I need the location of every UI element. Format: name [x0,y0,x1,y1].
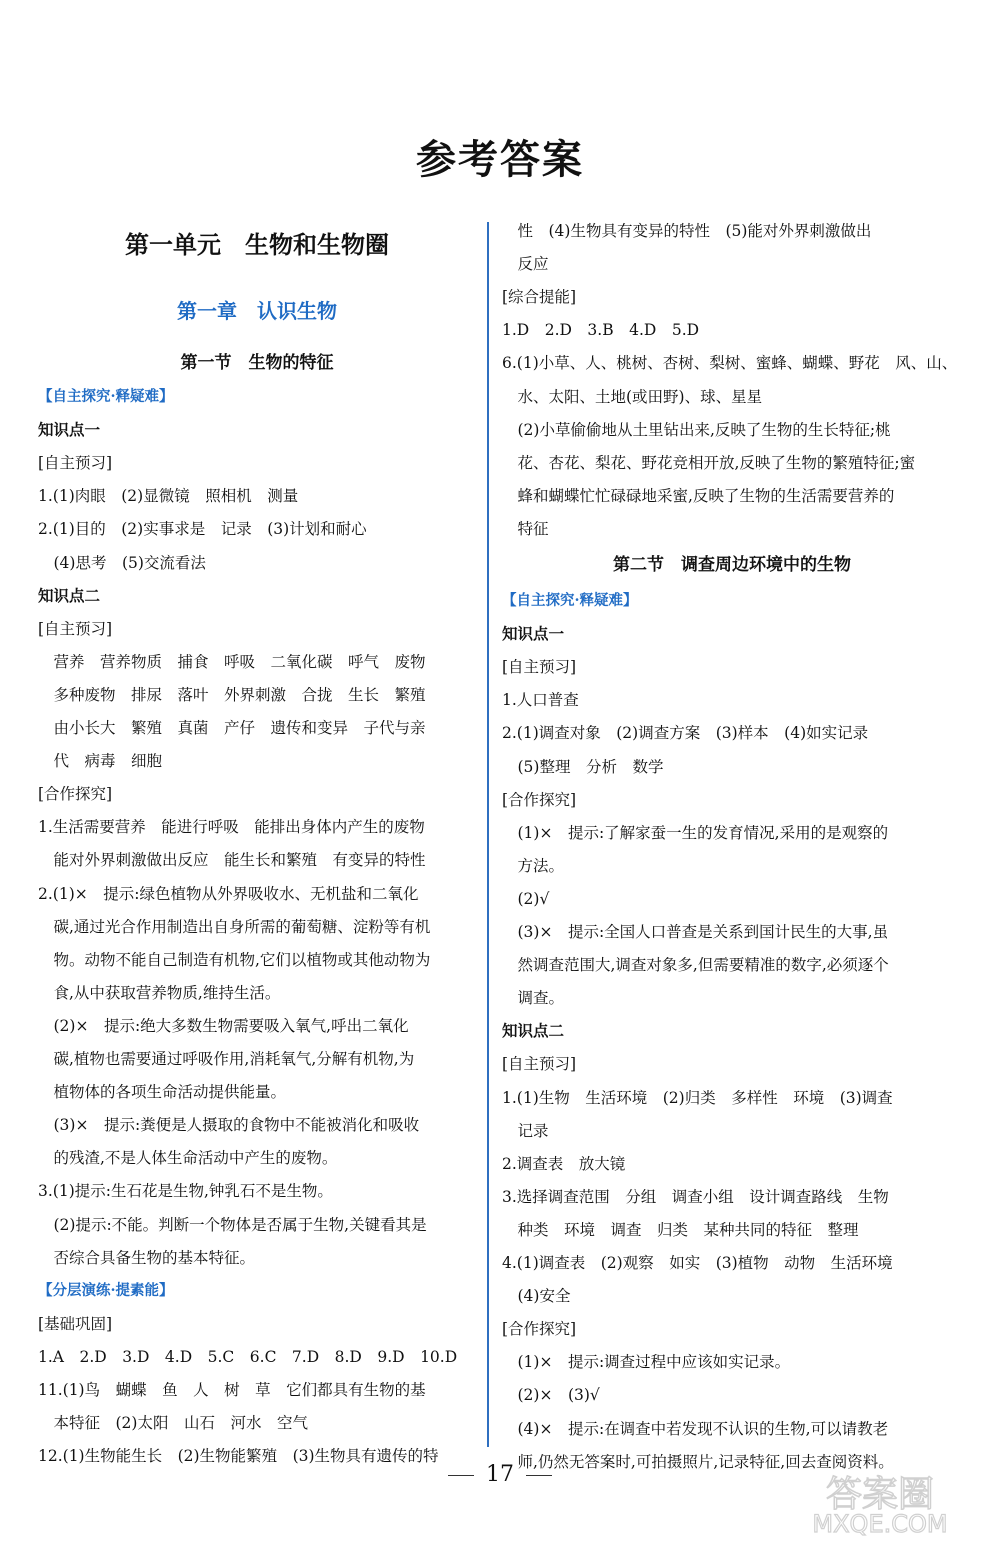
text-line: 否综合具备生物的基本特征。 [38,1248,256,1267]
svg-text:答案圈: 答案圈 [825,1474,935,1515]
text-line: 知识点二 [38,585,101,605]
section2-heading: 第二节 调查周边环境中的生物 [613,555,851,575]
text-line: 记录 [502,1121,549,1140]
text-line: 蜂和蝴蝶忙忙碌碌地采蜜,反映了生物的生活需要营养的 [502,486,895,505]
text-line: 调查。 [502,989,565,1008]
text-line: 本特征 (2)太阳 山石 河水 空气 [38,1414,308,1433]
text-line: 2.(1)目的 (2)实事求是 记录 (3)计划和耐心 [38,520,367,539]
text-line: 1.A 2.D 3.D 4.D 5.C 6.C 7.D 8.D 9.D 10.D [38,1347,458,1366]
text-line: 6.(1)小草、人、桃树、杏树、梨树、蜜蜂、蝴蝶、野花 风、山、 [502,354,958,373]
text-line: (1)× 提示:了解家蚕一生的发育情况,采用的是观察的 [502,823,889,842]
text-line: (2)提示:不能。判断一个物体是否属于生物,关键看其是 [38,1215,427,1234]
text-line: (2)小草偷偷地从土里钻出来,反映了生物的生长特征;桃 [502,420,891,439]
text-line: [合作探究] [502,790,577,809]
text-line: 知识点二 [502,1021,565,1041]
column-divider [487,222,489,1447]
text-line: 碳,通过光合作用制造出自身所需的葡萄糖、淀粉等有机 [38,917,431,936]
svg-text:MXQE.COM: MXQE.COM [812,1510,948,1538]
text-line: [自主预习] [38,619,113,638]
text-line: (3)× 提示:粪便是人摄取的食物中不能被消化和吸收 [38,1116,420,1135]
text-line: 花、杏花、梨花、野花竞相开放,反映了生物的繁殖特征;蜜 [502,453,916,472]
text-line: 2.(1)调查对象 (2)调查方案 (3)样本 (4)如实记录 [502,724,869,743]
text-line: [合作探究] [38,785,113,804]
text-line: 3.选择调查范围 分组 调查小组 设计调查路线 生物 [502,1187,889,1206]
text-line: 碳,植物也需要通过呼吸作用,消耗氧气,分解有机物,为 [38,1050,415,1068]
text-line: 的残渣,不是人体生命活动中产生的废物。 [38,1149,338,1168]
text-line: 11.(1)鸟 蝴蝶 鱼 人 树 草 它们都具有生物的基 [38,1381,426,1399]
text-line: 1.人口普查 [502,691,579,710]
text-line: 代 病毒 细胞 [38,752,163,771]
text-line: 12.(1)生物能生长 (2)生物能繁殖 (3)生物具有遗传的特 [38,1447,439,1466]
text-line: 营养 营养物质 捕食 呼吸 二氧化碳 呼气 废物 [38,652,426,671]
text-line: 知识点一 [38,420,101,440]
text-line: [合作探究] [502,1320,577,1339]
text-line: 多种废物 排尿 落叶 外界刺激 合拢 生长 繁殖 [38,685,426,704]
text-line: 反应 [502,255,549,274]
text-line: 植物体的各项生命活动提供能量。 [38,1083,287,1102]
text-line: (3)× 提示:全国人口普查是关系到国计民生的大事,虽 [502,923,889,941]
text-line: 物。动物不能自己制造有机物,它们以植物或其他动物为 [38,950,431,969]
text-line: 【分层演练·提素能】 [38,1281,174,1299]
text-line: 2.(1)× 提示:绿色植物从外界吸收水、无机盐和二氧化 [38,884,419,903]
text-line: 1.(1)肉眼 (2)显微镜 照相机 测量 [38,487,299,506]
text-line: (4)× 提示:在调查中若发现不认识的生物,可以请教老 [502,1419,889,1438]
text-line: [基础巩固] [38,1314,113,1333]
text-line: (2)× 提示:绝大多数生物需要吸入氧气,呼出二氧化 [38,1016,409,1035]
text-line: 水、太阳、土地(或田野)、球、星星 [502,387,763,406]
unit-heading: 第一单元 生物和生物圈 [125,230,389,259]
text-line: 能对外界刺激做出反应 能生长和繁殖 有变异的特性 [38,851,426,870]
text-line: 【自主探究·释疑难】 [502,592,638,609]
text-line: [自主预习] [38,454,113,473]
text-line: 1.生活需要营养 能进行呼吸 能排出身体内产生的废物 [38,818,425,837]
text-line: 方法。 [502,856,565,875]
text-line: 性 (4)生物具有变异的特性 (5)能对外界刺激做出 [502,222,872,240]
text-line: 知识点一 [502,624,565,644]
text-line: 由小长大 繁殖 真菌 产仔 遗传和变异 子代与亲 [38,719,426,737]
text-line: (4)思考 (5)交流看法 [38,553,206,572]
text-line: (2)√ [502,889,550,908]
text-line: [自主预习] [502,1055,577,1074]
text-line: [自主预习] [502,658,577,677]
text-line: 【自主探究·释疑难】 [38,388,174,405]
text-line: 特征 [502,519,549,538]
text-line: 2.调查表 放大镜 [502,1154,626,1173]
text-line: 食,从中获取营养物质,维持生活。 [38,983,281,1002]
watermark-logo [770,1470,990,1538]
text-line: (5)整理 分析 数学 [502,757,664,776]
text-line: 师,仍然无答案时,可拍摄照片,记录特征,回去查阅资料。 [502,1452,894,1471]
text-line: 3.(1)提示:生石花是生物,钟乳石不是生物。 [38,1182,333,1201]
chapter-heading: 第一章 认识生物 [177,299,337,323]
text-line: (1)× 提示:调查过程中应该如实记录。 [502,1353,791,1372]
page-number: 17 [0,1462,1000,1487]
text-line: [综合提能] [502,288,577,307]
text-line: 4.(1)调查表 (2)观察 如实 (3)植物 动物 生活环境 [502,1254,893,1272]
section-heading: 第一节 生物的特征 [180,353,334,373]
text-line: 1.D 2.D 3.B 4.D 5.D [502,321,700,340]
text-line: 种类 环境 调查 归类 某种共同的特征 整理 [502,1220,859,1239]
text-line: (2)× (3)√ [502,1386,600,1405]
text-line: (4)安全 [502,1287,571,1306]
text-line: 然调查范围大,调查对象多,但需要精准的数字,必须逐个 [502,956,889,975]
text-line: 1.(1)生物 生活环境 (2)归类 多样性 环境 (3)调查 [502,1088,893,1107]
page-title: 参考答案 [416,136,584,183]
